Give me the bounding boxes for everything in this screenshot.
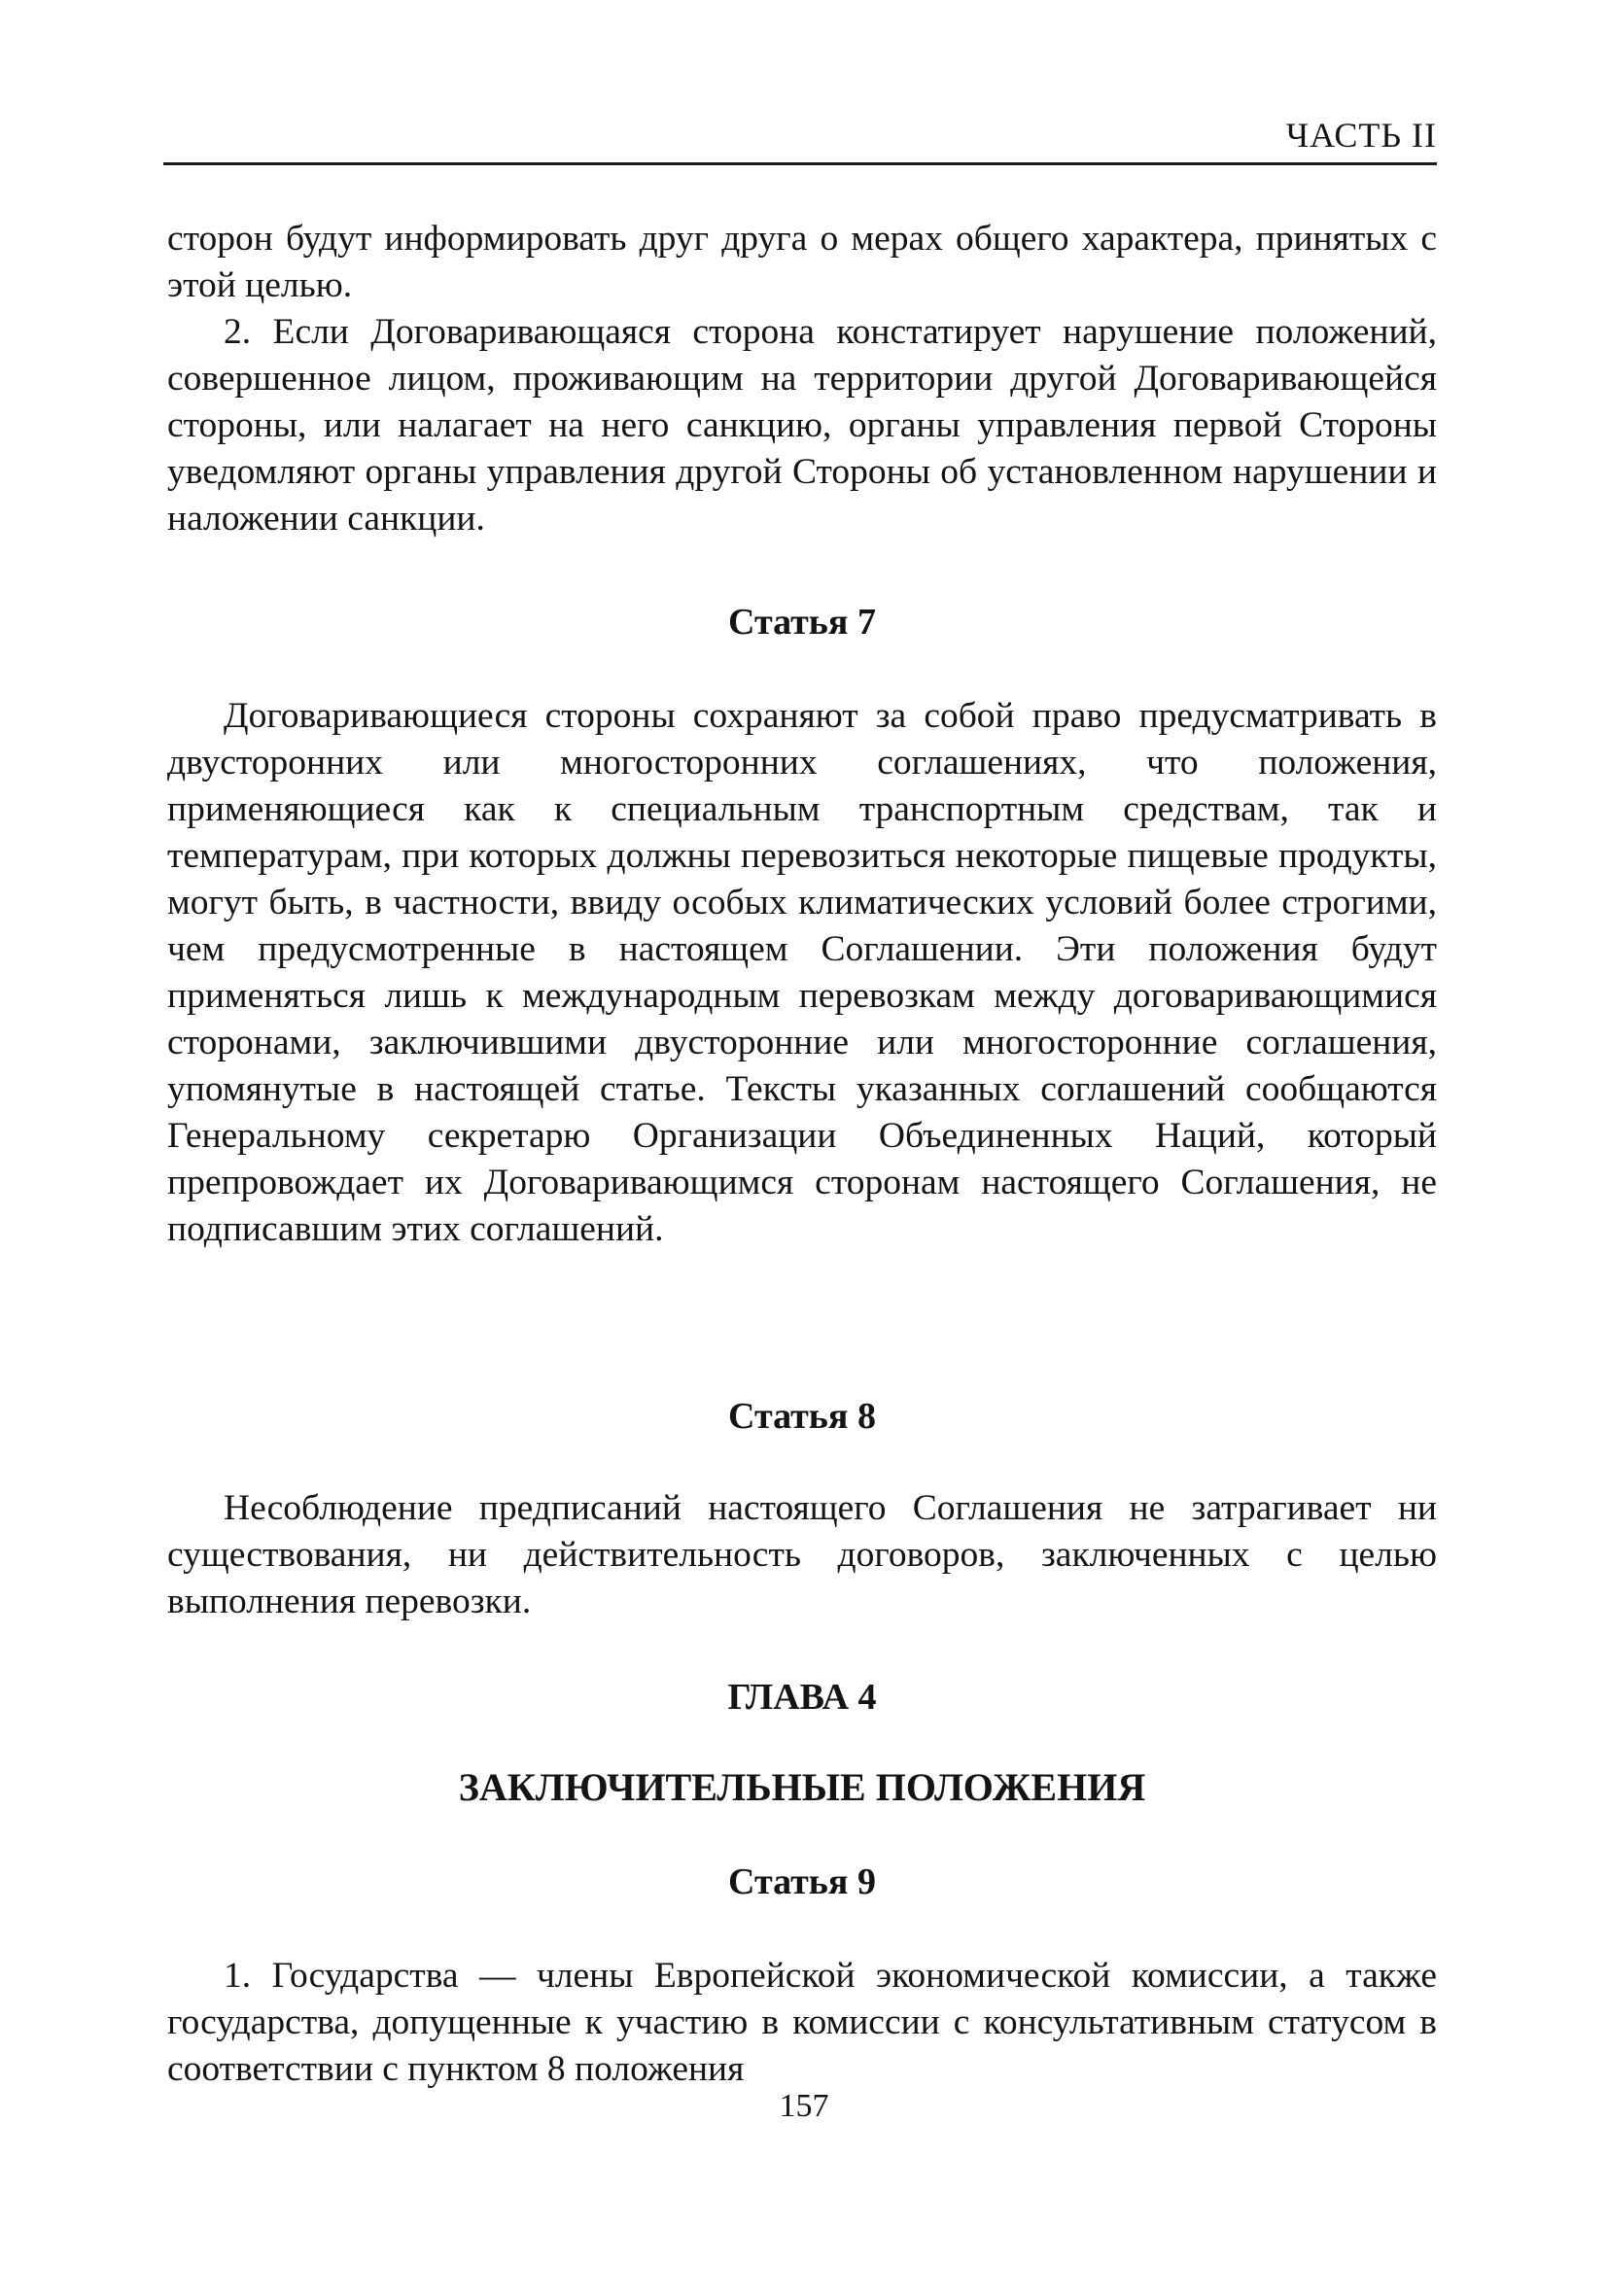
paragraph-article6-continuation [167,216,1437,542]
chapter-title: ЗАКЛЮЧИТЕЛЬНЫЕ ПОЛОЖЕНИЯ [458,1765,1146,1809]
header-rule [163,162,1437,165]
page-number: 157 [779,2088,829,2124]
article-8-heading: Статья 8 [728,1396,876,1437]
paragraph-text: Несоблюдение предписаний настоящего Соглашения не затрагивает ни существования, ни действительность договоров, заключенных с целью выполнения перевозки. [167,1488,1437,1621]
paragraph-article9 [167,1953,1437,2093]
paragraph-text: 2. Если Договаривающаяся сторона констатирует нарушение положений, совершенное лицом, проживающим на территории другой Договаривающейся стороны, или налагает на него санкцию, органы управления первой Стороны уведомляют органы управления другой Стороны об установленном нарушении и наложении санкции. [167,312,1437,539]
paragraph-text: 1. Государства — члены Европейской экономической комиссии, а также государства, допущенные к участию в комиссии с консультативным статусом в соответствии с пунктом 8 положения [167,1956,1437,2089]
paragraph-article8 [167,1485,1437,1625]
paragraph-article7 [167,693,1437,1253]
running-header: ЧАСТЬ II [1285,116,1437,155]
article-7-heading: Статья 7 [728,602,876,643]
article-9-heading: Статья 9 [728,1861,876,1902]
paragraph-text: Договаривающиеся стороны сохраняют за собой право предусматривать в двусторонних или многосторонних соглашениях, что положения, применяющиеся как к специальным транспортным средствам, так и температурам, при которых должны перевозиться некоторые пищевые продукты, могут быть, в частности, ввиду особых климатических условий более строгими, чем предусмотренные в настоящем Соглашении. Эти положения будут применяться лишь к международным перевозкам между договаривающимися сторонами, заключившими двусторонние или многосторонние соглашения, упомянутые в настоящей статье. Тексты указанных соглашений сообщаются Генеральному секретарю Организации Объединенных Наций, который препровождает их Договаривающимся сторонам настоящего Соглашения, не подписавшим этих соглашений. [167,696,1437,1249]
paragraph-text: сторон будут информировать друг друга о мерах общего характера, принятых с этой целью. [167,219,1437,305]
chapter-heading: ГЛАВА 4 [727,1677,877,1718]
